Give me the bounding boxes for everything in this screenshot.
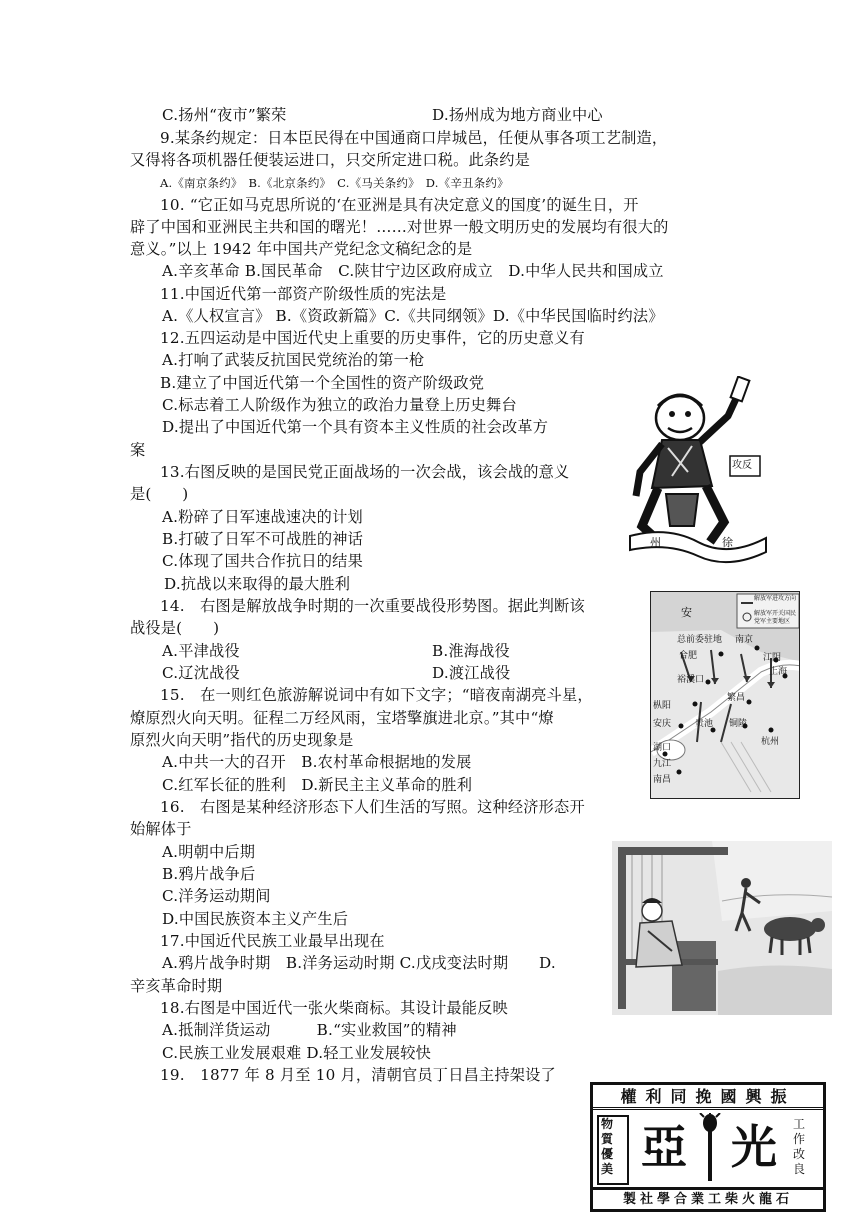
map-label-shanghai: 上海 [769,667,788,677]
q14-option-b: B.淮海战役 [432,642,510,660]
trademark-bottom-text: 製社學合業工柴火龍石 [622,1192,793,1207]
q15-stem-1: 15. 在一则红色旅游解说词中有如下文字；“暗夜南湖亮斗星， [160,686,593,704]
q9-options: A.《南京条约》 B.《北京条约》 C.《马关条约》 D.《辛丑条约》 [160,176,509,190]
map-label-hukou: 湖口 [653,743,672,753]
map-label-jiangyin: 江阴 [763,653,782,663]
match-trademark-figure [590,1082,826,1212]
battle-label-right: 徐 [722,536,733,549]
q16-option-b: B.鸦片战争后 [162,865,256,883]
map-label-anqing: 安庆 [653,719,672,729]
trademark-left-text: 物質優美 [601,1117,614,1176]
trademark-top-text: 權利同挽國興振 [620,1087,796,1106]
battle-cartoon-figure [628,376,768,570]
q16-stem-2: 始解体于 [130,820,192,838]
q12-option-d: D.提出了中国近代第一个具有资本主义性质的社会改革方 [162,418,549,436]
map-label-hefei: 合肥 [679,651,698,661]
map-label-jiujiang: 九江 [653,759,672,769]
q12-option-d-cont: 案 [130,441,146,459]
q10-stem-3: 意义。”以上 1942 年中国共产党纪念文稿纪念的是 [130,240,473,258]
q17-option-d-cont: 辛亥革命时期 [130,977,223,995]
trademark-center-right: 光 [731,1120,777,1174]
q14-option-a: A.平津战役 [162,642,240,660]
q15-options-cd: C.红军长征的胜利 D.新民主主义革命的胜利 [162,776,473,794]
q16-stem-1: 16. 右图是某种经济形态下人们生活的写照。这种经济形态开 [160,798,585,816]
map-legend-area: 解放军开关国民党军主要地区 [754,610,797,625]
trademark-center-left: 亞 [641,1120,687,1174]
q10-stem-2: 辟了中国和亚洲民主共和国的曙光！……对世界一般文明历史的发展均有很大的 [130,218,669,236]
map-label-tongling: 铜陵 [729,719,748,729]
q14-option-c: C.辽沈战役 [162,664,240,682]
map-label-fanchang: 繁昌 [727,693,746,703]
q9-stem-1: 9.某条约规定：日本臣民得在中国通商口岸城邑，任便从事各项工艺制造， [160,129,668,147]
q16-option-a: A.明朝中后期 [162,843,256,861]
trademark-right-text: 工作改良 [793,1117,806,1176]
q19-stem: 19. 1877 年 8 月至 10 月，清朝官员丁日昌主持架设了 [160,1066,556,1084]
map-label-yuxikou: 裕溪口 [677,675,705,685]
q17-options: A.鸦片战争时期 B.洋务运动时期 C.戊戌变法时期 D. [162,954,556,972]
q12-stem: 12.五四运动是中国近代史上重要的历史事件，它的历史意义有 [160,329,585,347]
q13-stem-1: 13.右图反映的是国民党正面战场的一次会战，该会战的意义 [160,463,570,481]
q13-option-a: A.粉碎了日军速战速决的计划 [162,508,363,526]
map-legend-arrow: 解放军进攻方向 [754,595,797,602]
q11-stem: 11.中国近代第一部资产阶级性质的宪法是 [160,285,447,303]
map-label-an: 安 [681,606,692,619]
q18-options-ab: A.抵制洋货运动 B.“实业救国”的精神 [162,1021,457,1039]
q12-option-a: A.打响了武装反抗国民党统治的第一枪 [162,351,425,369]
q14-stem-2: 战役是( ) [130,619,220,637]
q14-stem-1: 14. 右图是解放战争时期的一次重要战役形势图。据此判断该 [160,597,585,615]
q8-option-d: D.扬州成为地方商业中心 [432,106,603,124]
q18-stem: 18.右图是中国近代一张火柴商标。其设计最能反映 [160,999,508,1017]
q15-options-ab: A.中共一大的召开 B.农村革命根据地的发展 [162,753,472,771]
q17-stem: 17.中国近代民族工业最早出现在 [160,932,385,950]
q13-stem-2: 是( ) [130,485,189,503]
q18-options-cd: C.民族工业发展艰难 D.轻工业发展较快 [162,1044,432,1062]
battle-tag-label: 攻反 [732,460,752,471]
map-label-hq: 总前委驻地 [677,635,723,645]
q16-option-c: C.洋务运动期间 [162,887,271,905]
map-label-nanjing: 南京 [735,635,754,645]
q11-options: A.《人权宣言》 B.《资政新篇》C.《共同纲领》D.《中华民国临时约法》 [162,307,664,325]
map-label-nanchang: 南昌 [653,775,672,785]
q12-option-b: B.建立了中国近代第一个全国性的资产阶级政党 [160,374,485,392]
q12-option-c: C.标志着工人阶级作为独立的政治力量登上历史舞台 [162,396,517,414]
map-label-zongyang: 枞阳 [653,701,672,711]
q15-stem-3: 原烈火向天明”指代的历史现象是 [130,731,354,749]
q16-option-d: D.中国民族资本主义产生后 [162,910,349,928]
map-label-hangzhou: 杭州 [761,737,780,747]
q15-stem-2: 燎原烈火向天明。征程二万经风雨，宝塔擎旗进北京。”其中“燎 [130,709,554,727]
q9-stem-2: 又得将各项机器任便装运进口，只交所定进口税。此条约是 [130,151,531,169]
q13-option-c: C.体现了国共合作抗日的结果 [162,552,363,570]
campaign-map-figure [650,591,800,799]
map-label-guichi: 贵池 [695,719,714,729]
q10-options: A.辛亥革命 B.国民革命 C.陕甘宁边区政府成立 D.中华人民共和国成立 [162,262,664,280]
q13-option-b: B.打破了日军不可战胜的神话 [162,530,364,548]
q10-stem-1: 10. “它正如马克思所说的‘在亚洲是具有决定意义的国度’的诞生日，开 [160,196,639,214]
q14-option-d: D.渡江战役 [432,664,511,682]
battle-label-left: 州 [650,536,661,549]
q13-option-d: D.抗战以来取得的最大胜利 [164,575,351,593]
match-stick-icon [698,1113,722,1183]
weaving-picture-figure [612,841,832,1015]
q8-option-c: C.扬州“夜市”繁荣 [162,106,287,124]
